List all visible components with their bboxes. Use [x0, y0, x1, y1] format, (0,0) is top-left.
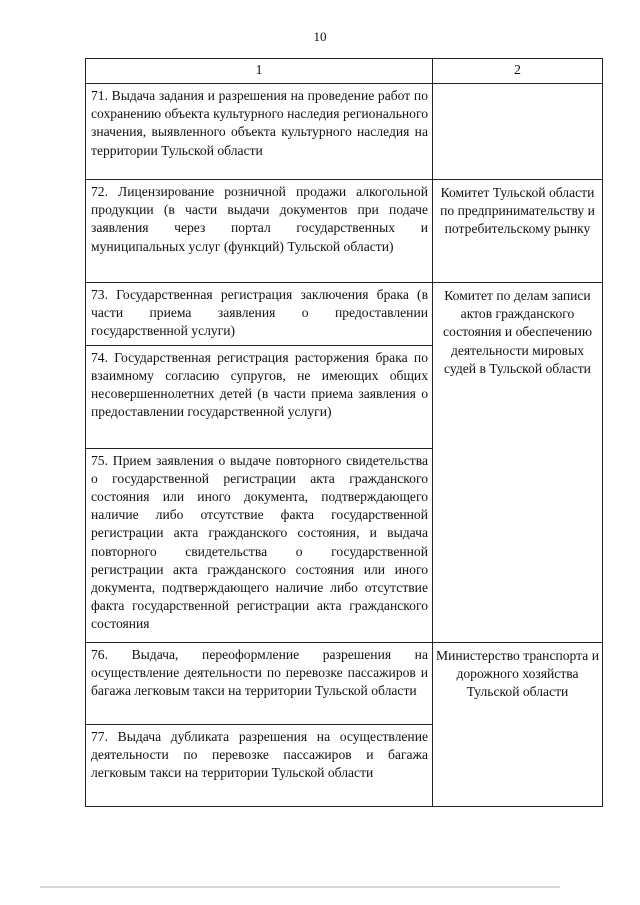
scan-artifact [40, 886, 560, 888]
column-header-2: 2 [433, 59, 603, 84]
service-cell-72: 72. Лицензирование розничной продажи алкогольной продукции (в части выдачи документов при подаче заявления через портал государственных и муниципальных услуг (функций) Тульской области) [86, 180, 433, 283]
column-header-1: 1 [86, 59, 433, 84]
agency-cell-72: Комитет Тульской области по предпринимательству и потребительскому рынку [433, 180, 603, 283]
service-cell-77: 77. Выдача дубликата разрешения на осуществление деятельности по перевозке пассажиров и багажа легковым такси на территории Тульской области [86, 724, 433, 806]
table-row [86, 84, 603, 180]
table-header-row [86, 59, 603, 84]
service-cell-76: 76. Выдача, переоформление разрешения на осуществление деятельности по перевозке пассажиров и багажа легковым такси на территории Тульской области [86, 642, 433, 724]
table-row [86, 283, 603, 346]
agency-cell-71 [433, 84, 603, 180]
agency-cell-76-77: Министерство транспорта и дорожного хозяйства Тульской области [433, 642, 603, 806]
service-cell-74: 74. Государственная регистрация расторжения брака по взаимному согласию супругов, не имеющих общих несовершеннолетних детей (в части приема заявления о предоставлении государственной услуги) [86, 345, 433, 448]
page-number: 10 [313, 29, 327, 44]
service-cell-73: 73. Государственная регистрация заключения брака (в части приема заявления о предоставлении государственной услуги) [86, 283, 433, 346]
table-row [86, 642, 603, 724]
agency-cell-73-75: Комитет по делам записи актов гражданского состояния и обеспечению деятельности мировых судей в Тульской области [433, 283, 603, 643]
service-cell-75: 75. Прием заявления о выдаче повторного свидетельства о государственной регистрации акта гражданского состояния или иного документа, подтверждающего наличие либо отсутствие факта государственной регистрации акта гражданского состояния, и выдача повторного свидетельства о государственной регистрации акта гражданского состояния или иного документа, подтверждающего наличие либо отсутствие факта государственной регистрации акта гражданского состояния [86, 448, 433, 642]
table-row [86, 180, 603, 283]
services-table [85, 58, 603, 807]
service-cell-71: 71. Выдача задания и разрешения на проведение работ по сохранению объекта культурного наследия регионального значения, выявленного объекта культурного наследия на территории Тульской области [86, 84, 433, 180]
